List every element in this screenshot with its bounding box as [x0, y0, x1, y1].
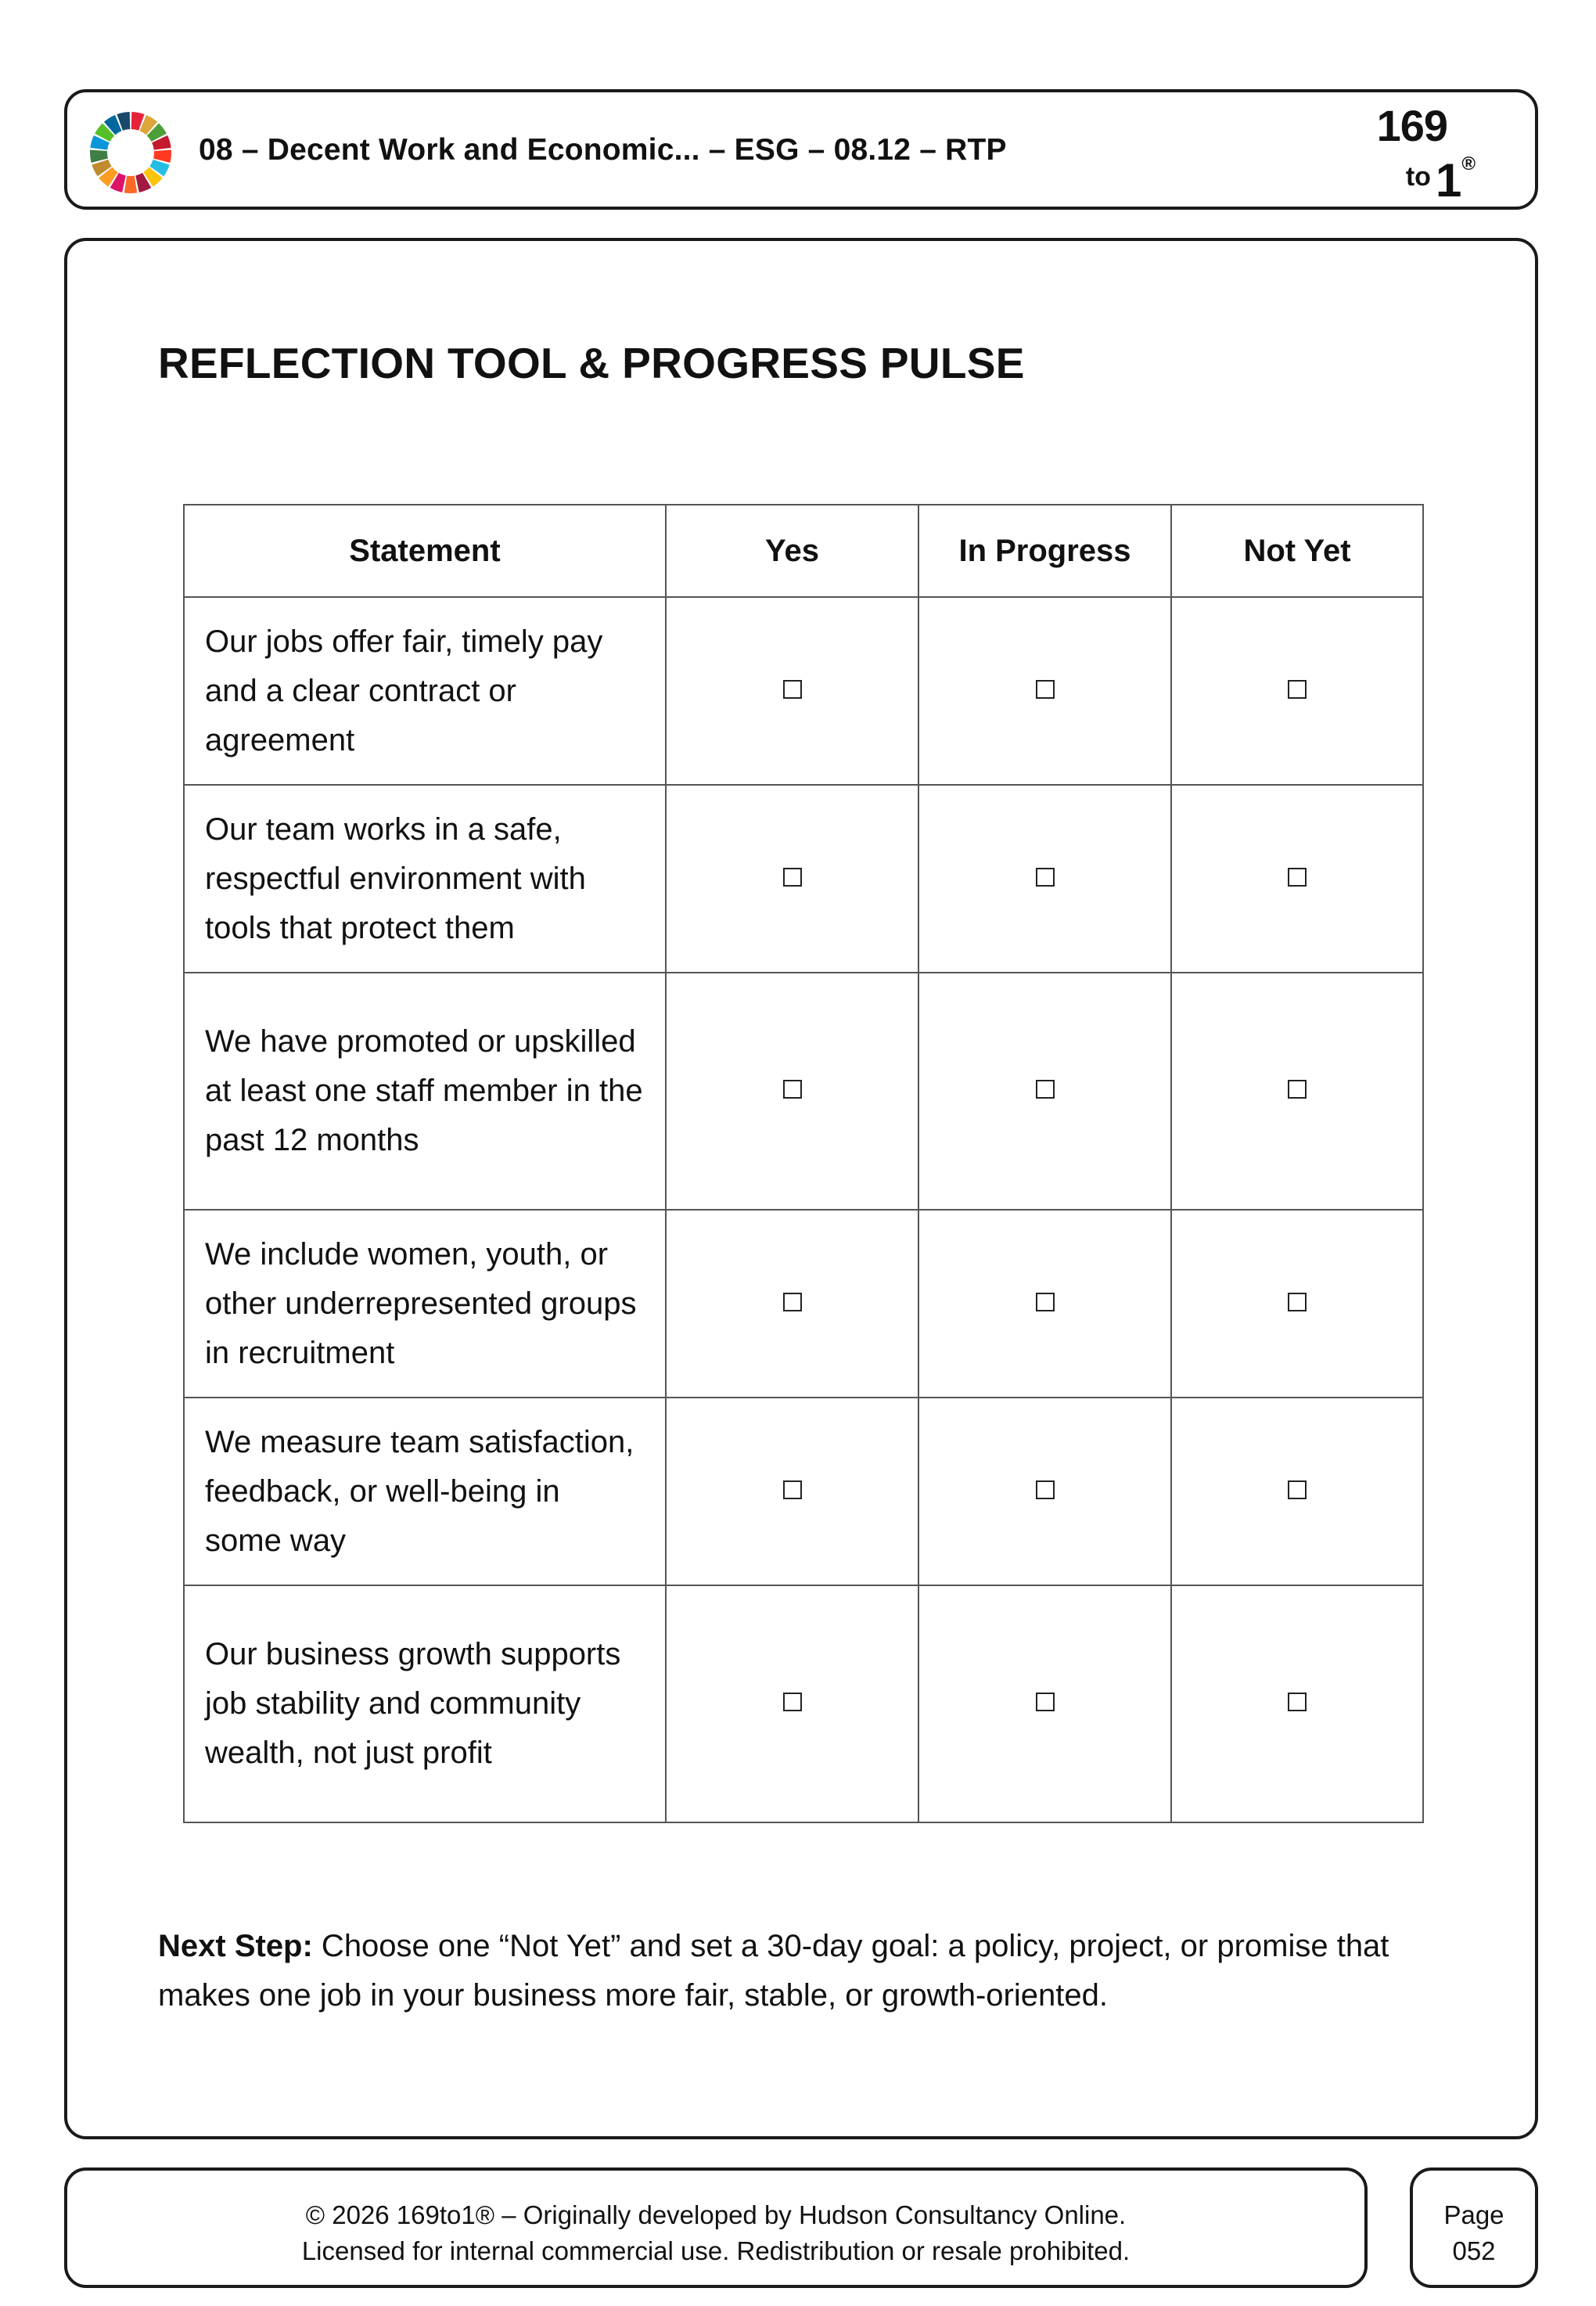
sdg-wheel-logo: [88, 110, 174, 196]
not-yet-checkbox[interactable]: [1288, 868, 1307, 887]
table-row: [184, 1398, 1423, 1585]
copyright-notice: [67, 2197, 1364, 2269]
statement-cell: We have promoted or upskilled at least one staff member in the past 12 months: [184, 973, 666, 1210]
statement-cell: We measure team satisfaction, feedback, or well-being in some way: [184, 1398, 666, 1585]
not-yet-checkbox[interactable]: [1288, 1480, 1307, 1499]
header-statement: Statement: [184, 505, 666, 597]
not-yet-cell: [1171, 1210, 1423, 1398]
header-bar: [64, 89, 1538, 210]
logo-segment: [124, 176, 138, 193]
not-yet-cell: [1171, 597, 1423, 785]
brand-number: 169: [1376, 101, 1447, 150]
next-step-paragraph: [158, 1922, 1488, 2020]
table-row: [184, 1585, 1423, 1822]
header-in-progress: In Progress: [918, 505, 1171, 597]
not-yet-cell: [1171, 785, 1423, 973]
yes-cell: [666, 973, 918, 1210]
yes-cell: [666, 785, 918, 973]
statement-cell: Our team works in a safe, respectful environment with tools that protect them: [184, 785, 666, 973]
in-progress-cell: [918, 597, 1171, 785]
table-row: [184, 597, 1423, 785]
header-not-yet: Not Yet: [1171, 505, 1423, 597]
in-progress-checkbox[interactable]: [1036, 1693, 1055, 1711]
not-yet-cell: [1171, 1398, 1423, 1585]
not-yet-checkbox[interactable]: [1288, 1293, 1307, 1311]
yes-checkbox[interactable]: [783, 868, 802, 887]
not-yet-checkbox[interactable]: [1288, 680, 1307, 699]
yes-cell: [666, 1210, 918, 1398]
license-line: Licensed for internal commercial use. Redistribution or resale prohibited.: [301, 2236, 1130, 2265]
page-indicator: [1413, 2197, 1535, 2269]
in-progress-cell: [918, 973, 1171, 1210]
section-title: REFLECTION TOOL & PROGRESS PULSE: [158, 339, 1025, 387]
copyright-line: © 2026 169to1® – Originally developed by Hudson Consultancy Online.: [305, 2200, 1127, 2229]
page-label: Page: [1443, 2200, 1504, 2229]
not-yet-cell: [1171, 1585, 1423, 1822]
content-panel: [64, 238, 1538, 2139]
in-progress-cell: [918, 1398, 1171, 1585]
next-step-text: Choose one “Not Yet” and set a 30-day goal: a policy, project, or promise that makes one job in your business more fair, stable, or growth-oriented.: [158, 1929, 1389, 2013]
next-step-label: Next Step:: [158, 1929, 313, 1963]
brand-to: to: [1405, 162, 1431, 192]
header-yes: Yes: [666, 505, 918, 597]
yes-cell: [666, 1398, 918, 1585]
statement-cell: Our jobs offer fair, timely pay and a clear contract or agreement: [184, 597, 666, 785]
table-row: [184, 1210, 1423, 1398]
brand-logo-text: [1406, 153, 1476, 207]
not-yet-checkbox[interactable]: [1288, 1080, 1307, 1099]
reflection-table: [183, 504, 1424, 1823]
yes-checkbox[interactable]: [783, 1480, 802, 1499]
not-yet-cell: [1171, 973, 1423, 1210]
in-progress-cell: [918, 1210, 1171, 1398]
table-header-row: [184, 505, 1423, 597]
footer-bar: [64, 2167, 1368, 2288]
in-progress-cell: [918, 785, 1171, 973]
statement-cell: We include women, youth, or other underrepresented groups in recruitment: [184, 1210, 666, 1398]
page-number-box: [1410, 2167, 1538, 2288]
table-row: [184, 785, 1423, 973]
yes-cell: [666, 597, 918, 785]
statement-cell: Our business growth supports job stability and community wealth, not just profit: [184, 1585, 666, 1822]
in-progress-checkbox[interactable]: [1036, 1293, 1055, 1311]
in-progress-checkbox[interactable]: [1036, 1080, 1055, 1099]
document-title: 08 – Decent Work and Economic... – ESG – 08.12 – RTP: [199, 133, 1007, 167]
registered-mark: ®: [1461, 153, 1476, 174]
yes-checkbox[interactable]: [783, 1293, 802, 1311]
yes-cell: [666, 1585, 918, 1822]
in-progress-checkbox[interactable]: [1036, 1480, 1055, 1499]
brand-one: 1: [1435, 154, 1462, 207]
yes-checkbox[interactable]: [783, 680, 802, 699]
table-row: [184, 973, 1423, 1210]
in-progress-checkbox[interactable]: [1036, 868, 1055, 887]
yes-checkbox[interactable]: [783, 1080, 802, 1099]
not-yet-checkbox[interactable]: [1288, 1693, 1307, 1711]
yes-checkbox[interactable]: [783, 1693, 802, 1711]
in-progress-checkbox[interactable]: [1036, 680, 1055, 699]
page-number: 052: [1452, 2236, 1496, 2265]
in-progress-cell: [918, 1585, 1171, 1822]
